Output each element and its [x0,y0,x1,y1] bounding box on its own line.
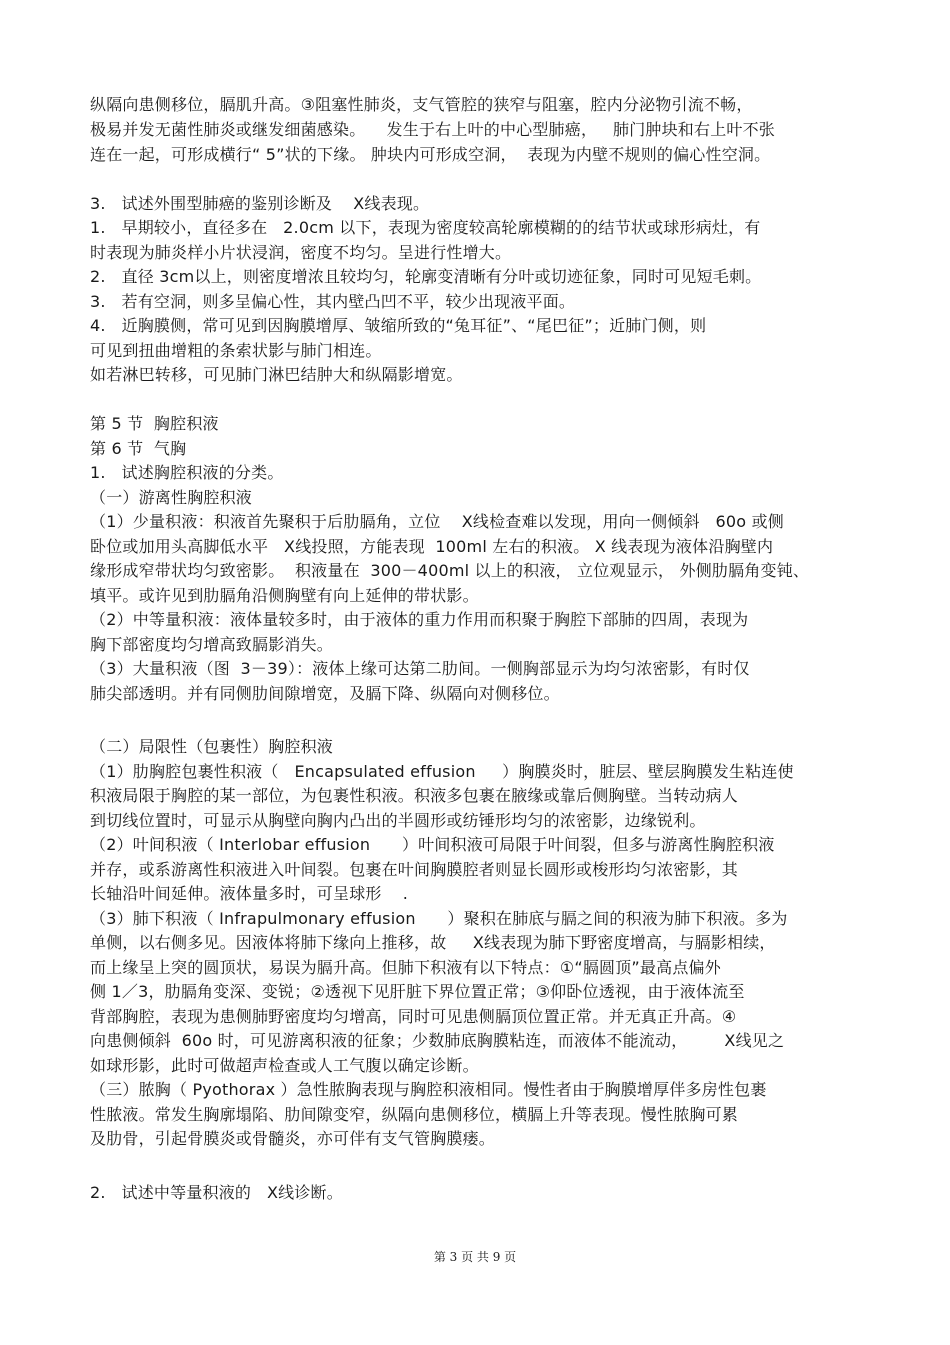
text-line: 单侧，以右侧多见。因液体将肺下缘向上推移，故 X线表现为肺下野密度增高，与膈影相续， [90,933,776,952]
subsection-heading: （二）局限性（包裹性）胸腔积液 [90,737,334,756]
text-line: 性脓液。常发生胸廓塌陷、肋间隙变窄，纵隔向患侧移位，横膈上升等表现。慢性脓胸可累 [90,1105,739,1124]
text-line: （1）少量积液：积液首先聚积于后肋膈角，立位 X线检查难以发现，用向一侧倾斜 60o 或侧 [90,512,784,531]
text-line: （2）叶间积液（ Interlobar effusion ）叶间积液可局限于叶间裂，但多与游离性胸腔积液 [90,835,775,854]
text-line: 4. 近胸膜侧，常可见到因胸膜增厚、皱缩所致的“兔耳征”、“尾巴征”；近肺门侧，则 [90,316,707,335]
text-line: 极易并发无菌性肺炎或继发细菌感染。 发生于右上叶的中心型肺癌， 肺门肿块和右上叶不张 [90,120,776,139]
text-line: 而上缘呈上突的圆顶状，易误为膈升高。但肺下积液有以下特点：①“膈圆顶”最高点偏外 [90,958,721,977]
text-line: （2）中等量积液：液体量较多时，由于液体的重力作用而积聚于胸腔下部肺的四周，表现为 [90,610,749,629]
text-line: 可见到扭曲增粗的条索状影与肺门相连。 [90,341,382,360]
text-line: （3）大量积液（图 3－39）：液体上缘可达第二肋间。一侧胸部显示为均匀浓密影，有时仅 [90,659,750,678]
text-line: 积液局限于胸腔的某一部位，为包裹性积液。积液多包裹在腋缘或靠后侧胸壁。当转动病人 [90,786,739,805]
text-line: 并存，或系游离性积液进入叶间裂。包裹在叶间胸膜腔者则显长圆形或梭形均匀浓密影，其 [90,860,739,879]
text-line: 背部胸腔，表现为患侧肺野密度均匀增高，同时可见患侧膈顶位置正常。并无真正升高。④ [90,1007,737,1026]
section-heading: 第 5 节 胸腔积液 [90,414,219,433]
text-line: （1）肋胸腔包裹性积液（ Encapsulated effusion ）胸膜炎时，脏层、壁层胸膜发生粘连使 [90,762,794,781]
text-line: 2. 直径 3cm以上，则密度增浓且较均匀，轮廓变清晰有分叶或切迹征象，同时可见短毛刺。 [90,267,762,286]
text-line: 肺尖部透明。并有同侧肋间隙增宽，及膈下降、纵隔向对侧移位。 [90,684,560,703]
text-line: 缘形成窄带状均匀致密影。 积液量在 300－400ml 以上的积液， 立位观显示， 外侧肋膈角变钝、 [90,561,810,580]
text-line: 到切线位置时，可显示从胸壁向胸内凸出的半圆形或纺锤形均匀的浓密影，边缘锐利。 [90,811,706,830]
text-line: 1. 试述胸腔积液的分类。 [90,463,284,482]
text-line: （三）脓胸（ Pyothorax ）急性脓胸表现与胸腔积液相同。慢性者由于胸膜增厚伴多房性包裹 [90,1080,767,1099]
text-line: 胸下部密度均匀增高致膈影消失。 [90,635,334,654]
text-line: 如球形影，此时可做超声检查或人工气腹以确定诊断。 [90,1056,479,1075]
text-line: 侧 1／3，肋膈角变深、变锐；②透视下见肝脏下界位置正常；③仰卧位透视，由于液体流至 [90,982,745,1001]
text-line: 长轴沿叶间延伸。液体量多时，可呈球形 . [90,884,409,903]
subsection-heading: （一）游离性胸腔积液 [90,488,253,507]
section-heading: 3. 试述外围型肺癌的鉴别诊断及 X线表现。 [90,194,430,213]
text-line: 填平。或许见到肋膈角沿侧胸壁有向上延伸的带状影。 [90,586,479,605]
text-line: 连在一起，可形成横行“ 5”状的下缘。 肿块内可形成空洞， 表现为内壁不规则的偏心性空洞。 [90,145,771,164]
text-line: 向患侧倾斜 60o 时，可见游离积液的征象；少数肺底胸膜粘连，而液体不能流动， X线见之 [90,1031,785,1050]
page-number-footer: 第 3 页 共 9 页 [433,1250,517,1264]
text-line: 3. 若有空洞，则多呈偏心性，其内壁凸凹不平，较少出现液平面。 [90,292,576,311]
text-line: （3）肺下积液（ Infrapulmonary effusion ）聚积在肺底与膈之间的积液为肺下积液。多为 [90,909,788,928]
text-line: 纵隔向患侧移位，膈肌升高。③阻塞性肺炎，支气管腔的狭窄与阻塞，腔内分泌物引流不畅， [90,95,753,114]
text-line: 及肋骨，引起骨膜炎或骨髓炎，亦可伴有支气管胸膜瘘。 [90,1129,496,1148]
text-line: 卧位或加用头高脚低水平 X线投照，方能表现 100ml 左右的积液。 X 线表现为液体沿胸壁内 [90,537,774,556]
text-line: 1. 早期较小，直径多在 2.0cm 以下，表现为密度较高轮廓模糊的的结节状或球形病灶，有 [90,218,761,237]
section-heading: 第 6 节 气胸 [90,439,187,458]
section-heading: 2. 试述中等量积液的 X线诊断。 [90,1183,343,1202]
text-line: 时表现为肺炎样小片状浸润，密度不均匀。呈进行性增大。 [90,243,512,262]
text-line: 如若淋巴转移，可见肺门淋巴结肿大和纵隔影增宽。 [90,365,463,384]
